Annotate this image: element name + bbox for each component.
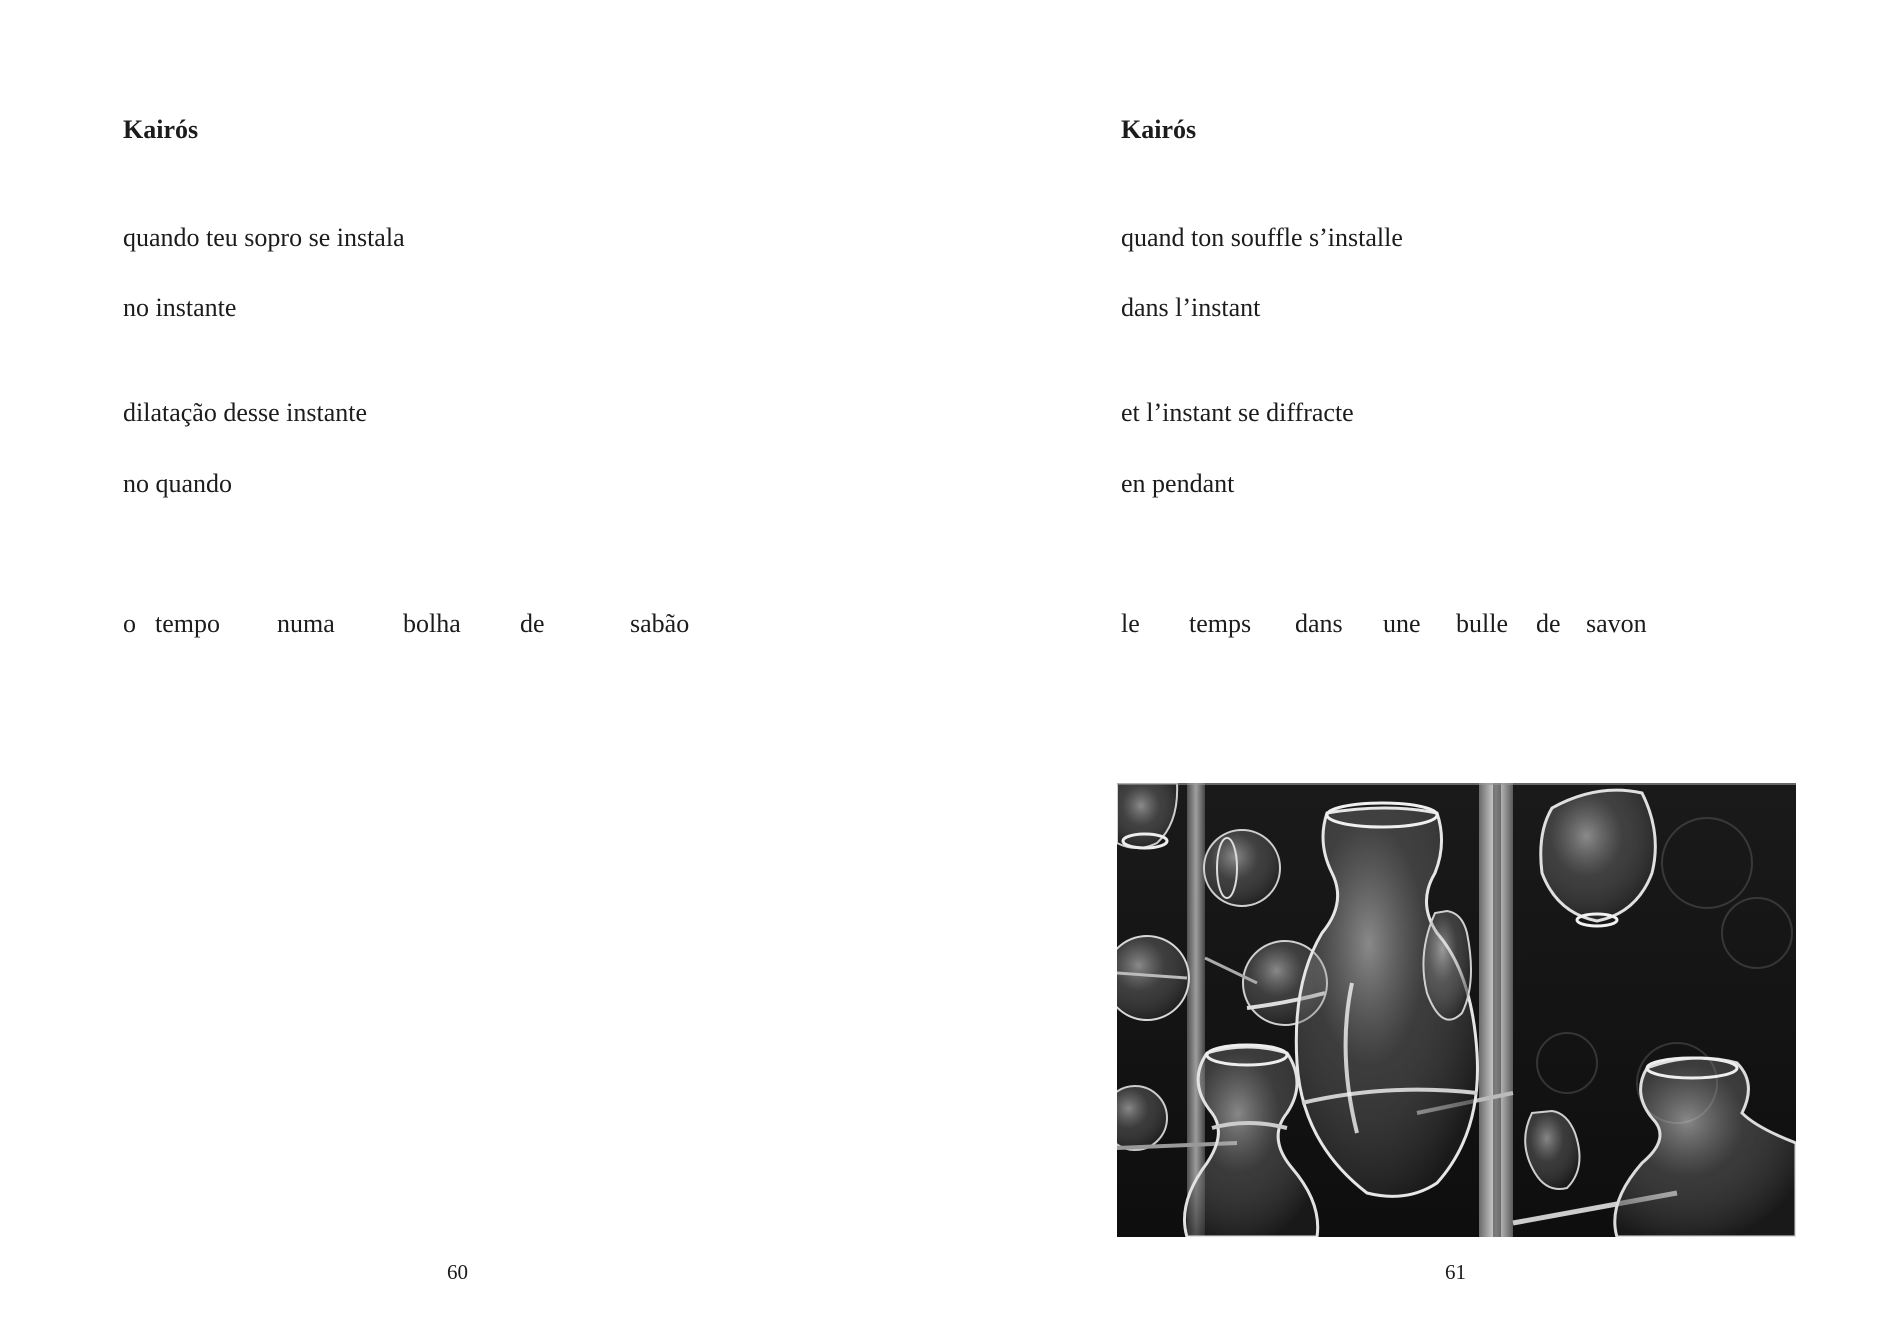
scattered-word: numa — [277, 609, 335, 638]
scattered-word: une — [1383, 609, 1421, 638]
poem-line: en pendant — [1121, 469, 1235, 498]
scattered-word: temps — [1189, 609, 1252, 638]
scattered-word: bolha — [403, 609, 461, 638]
scattered-word: bulle — [1456, 609, 1508, 638]
glass-bubbles-photo — [1117, 783, 1796, 1237]
right-page — [945, 0, 1890, 1339]
scattered-word: le — [1121, 609, 1140, 638]
poem-line: et l’instant se diffracte — [1121, 398, 1354, 427]
poem-line: dilatação desse instante — [123, 398, 368, 427]
poem-line: dans l’instant — [1121, 293, 1261, 322]
poem-title: Kairós — [123, 115, 199, 144]
scattered-word: sabão — [630, 609, 690, 638]
page-number: 61 — [1445, 1260, 1466, 1284]
scattered-word: de — [1536, 609, 1561, 638]
scattered-word: dans — [1295, 609, 1343, 638]
poem-line: quand ton souffle s’installe — [1121, 223, 1403, 252]
scattered-word: tempo — [155, 609, 220, 638]
poem-title: Kairós — [1121, 115, 1197, 144]
scattered-word: savon — [1586, 609, 1647, 638]
poem-line: no quando — [123, 469, 233, 498]
poem-line: quando teu sopro se instala — [123, 223, 405, 252]
scattered-word: de — [520, 609, 545, 638]
poem-line: no instante — [123, 293, 237, 322]
scattered-word: o — [123, 609, 136, 638]
page-number: 60 — [447, 1260, 468, 1284]
